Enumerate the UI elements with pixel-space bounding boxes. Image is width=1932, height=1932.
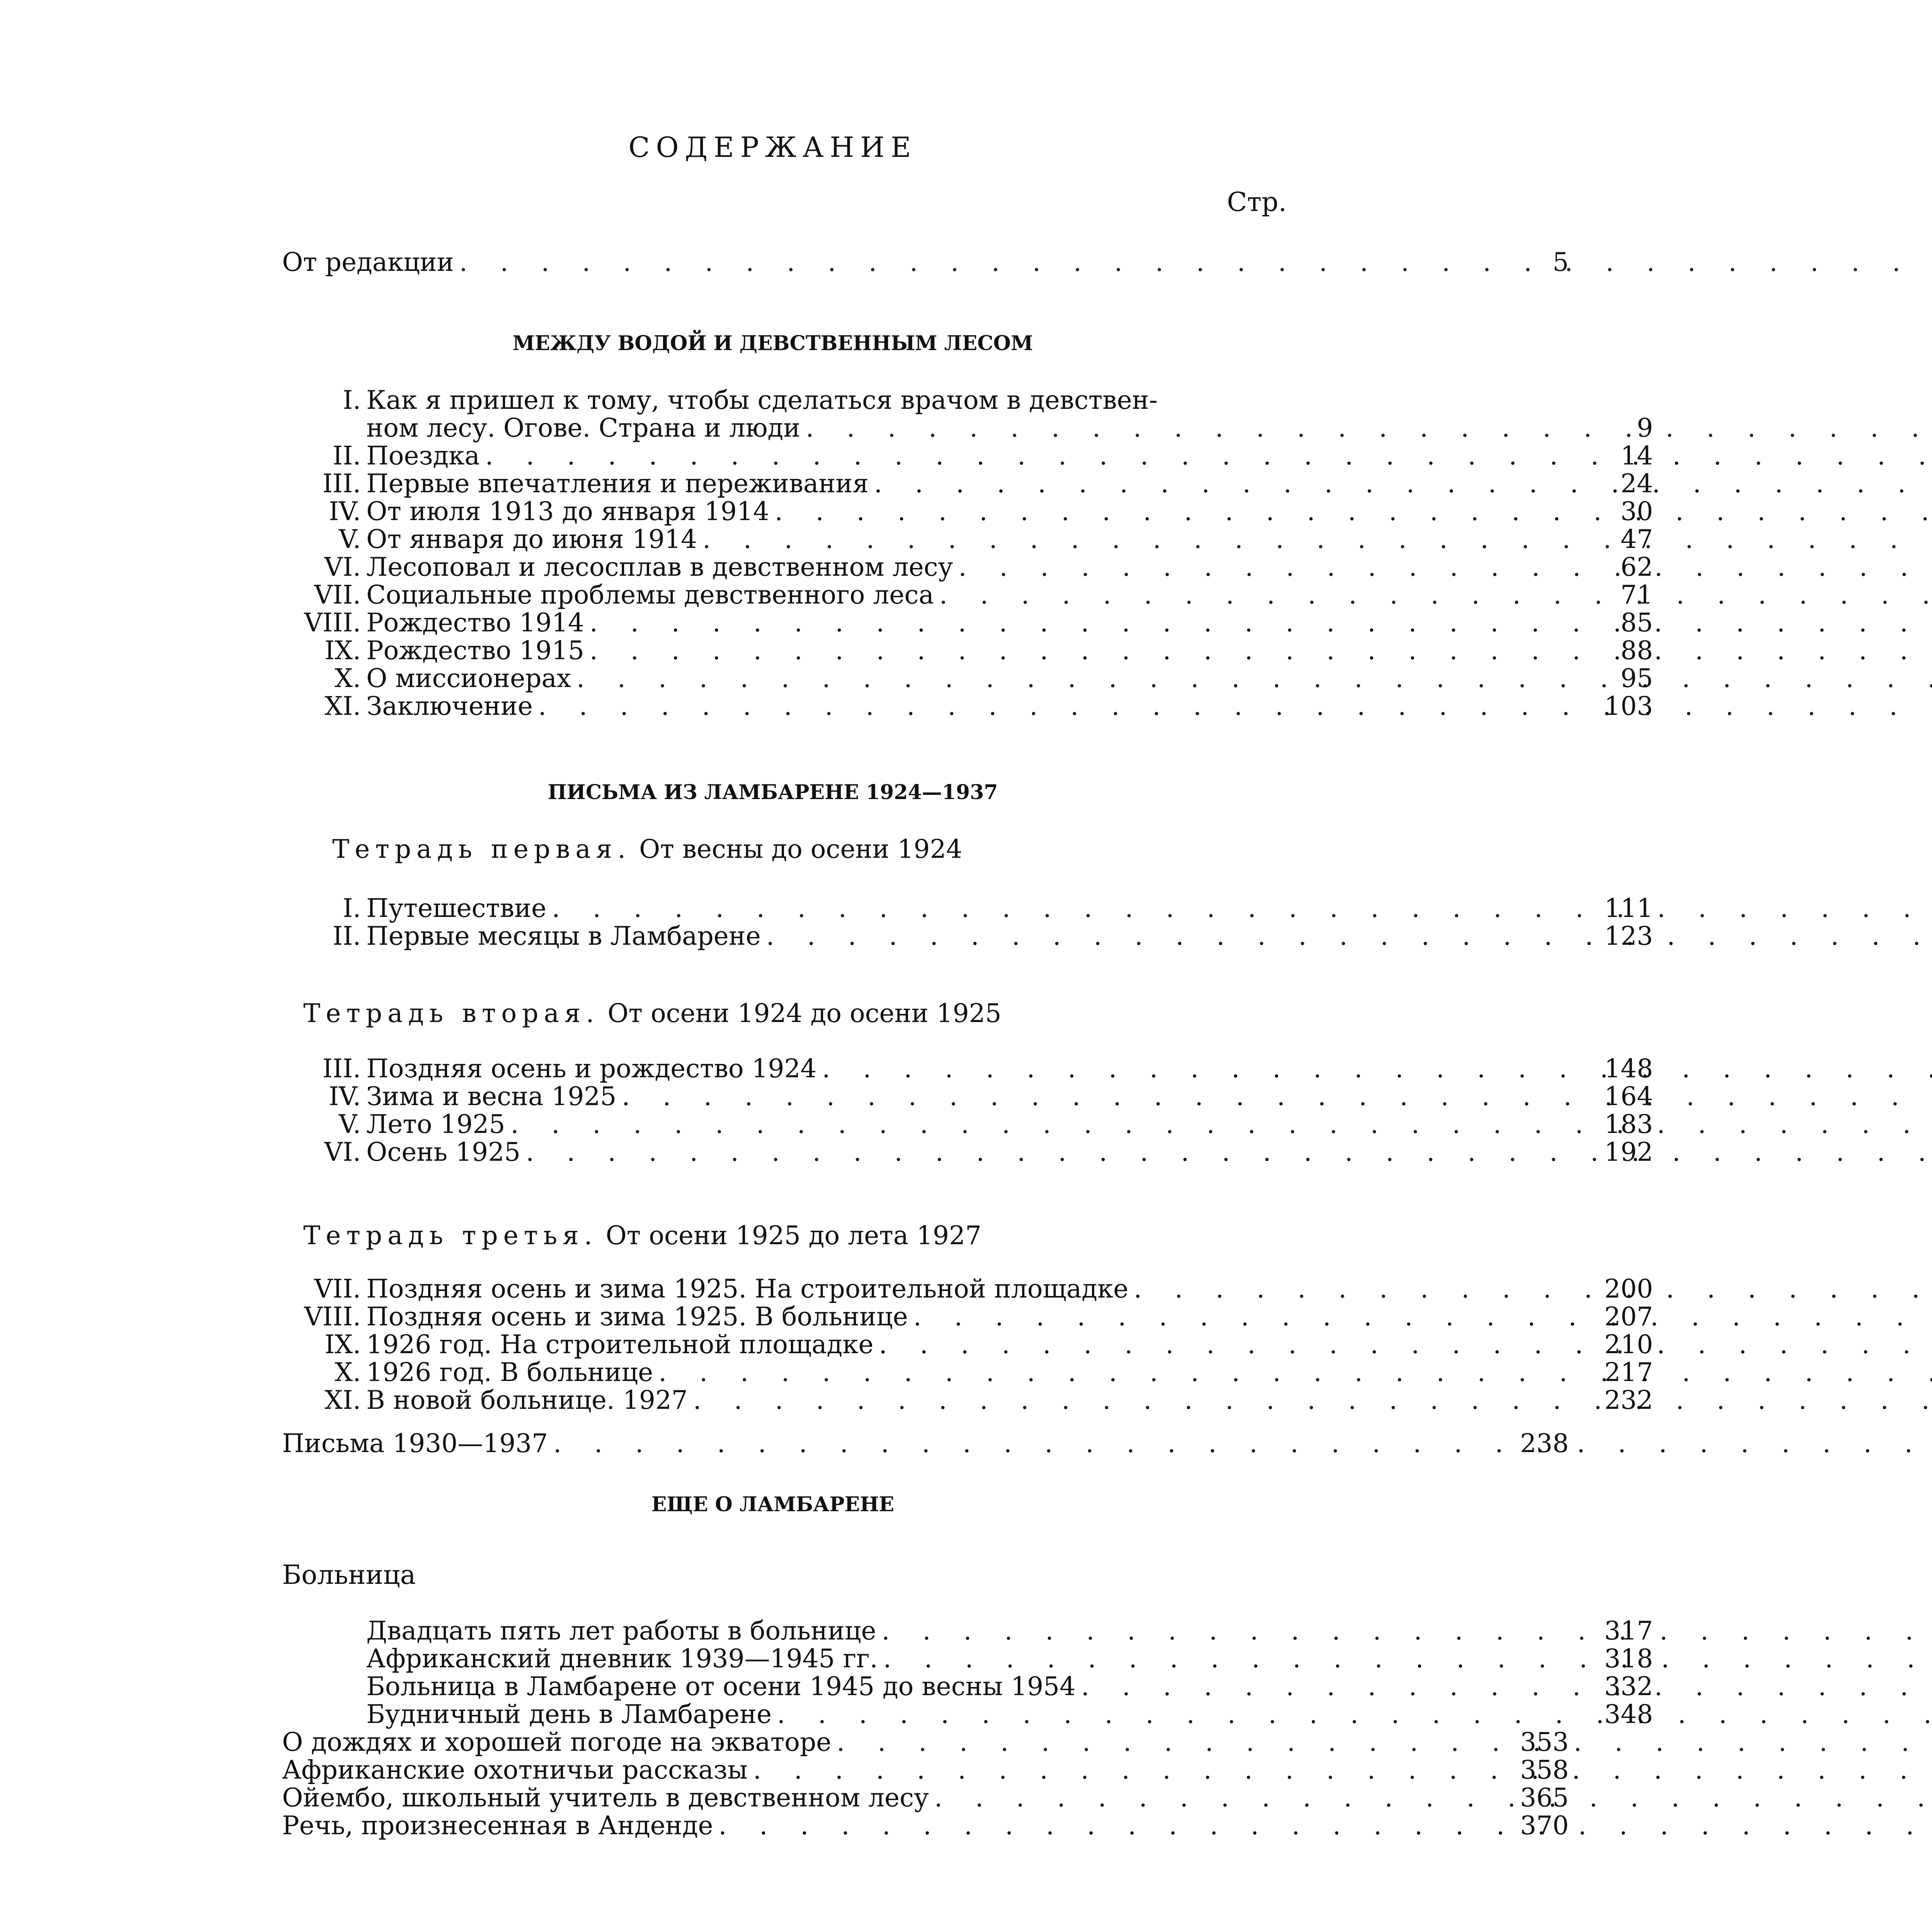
dot-leader xyxy=(831,1728,1932,1756)
entry-page: 24 xyxy=(1621,469,1653,498)
dot-leader xyxy=(953,553,1932,581)
group-heading-hospital: Больница xyxy=(282,1560,416,1590)
chapter-number: VI. xyxy=(324,1137,361,1167)
entry-page: 183 xyxy=(1604,1109,1653,1139)
notebook-period: От весны до осени 1924 xyxy=(639,834,963,864)
chapter-number: VII. xyxy=(314,1274,361,1304)
chapter-number: III. xyxy=(322,469,361,498)
toc-entry[interactable] xyxy=(282,1811,1569,1840)
chapter-number: I. xyxy=(342,893,361,923)
dot-leader xyxy=(571,665,1932,692)
entry-title: О миссионерах xyxy=(366,663,571,693)
entry-page: 238 xyxy=(1520,1429,1569,1458)
entry-page: 30 xyxy=(1621,497,1653,526)
dot-leader xyxy=(616,1083,1932,1111)
entry-page: 317 xyxy=(1604,1616,1653,1646)
entry-page: 210 xyxy=(1604,1330,1653,1359)
dot-leader xyxy=(929,1784,1932,1812)
dot-leader xyxy=(713,1812,1932,1840)
notebook-label: Тетрадь вторая. xyxy=(303,998,600,1028)
toc-entry-letters[interactable] xyxy=(282,1429,1569,1458)
toc-entry[interactable] xyxy=(324,691,1653,721)
entry-title: От января до июня 1914 xyxy=(366,524,697,554)
toc-entry[interactable] xyxy=(338,1109,1653,1139)
dot-leader xyxy=(533,692,1932,720)
chapter-number: IV. xyxy=(328,497,361,526)
entry-page: 192 xyxy=(1604,1137,1653,1167)
chapter-number: X. xyxy=(335,663,361,693)
entry-title: Африканский дневник 1939—1945 гг. xyxy=(366,1644,878,1673)
chapter-number: VII. xyxy=(314,580,361,610)
entry-title: В новой больнице. 1927 xyxy=(366,1385,688,1415)
dot-leader xyxy=(878,1645,1932,1673)
entry-title: Социальные проблемы девственного леса xyxy=(366,580,934,610)
dot-leader xyxy=(697,526,1932,553)
dot-leader xyxy=(480,442,1932,470)
entry-title: Зима и весна 1925 xyxy=(366,1082,617,1111)
notebook-heading-second xyxy=(303,998,1002,1028)
entry-title: 1926 год. На строительной площадке xyxy=(366,1330,874,1359)
entry-title: Ойембо, школьный учитель в девственном лесу xyxy=(282,1783,929,1813)
chapter-number: XI. xyxy=(324,691,361,721)
dot-leader xyxy=(869,470,1932,498)
toc-entry[interactable] xyxy=(328,497,1653,526)
chapter-number: VIII. xyxy=(304,608,361,638)
toc-entry[interactable] xyxy=(304,1302,1653,1332)
entry-title: О дождях и хорошей погоде на экваторе xyxy=(282,1727,832,1757)
toc-entry[interactable] xyxy=(342,893,1653,923)
toc-entry[interactable] xyxy=(332,921,1653,951)
entry-title: Путешествие xyxy=(366,893,547,923)
entry-page: 123 xyxy=(1604,921,1653,951)
toc-entry-continuation[interactable] xyxy=(366,413,1653,443)
entry-title: Африканские охотничьи рассказы xyxy=(282,1755,748,1785)
toc-entry[interactable] xyxy=(314,1274,1653,1304)
toc-entry[interactable] xyxy=(324,636,1653,665)
dot-leader xyxy=(548,1430,1932,1458)
chapter-number: II. xyxy=(332,921,361,951)
dot-leader xyxy=(934,581,1932,609)
entry-title: От редакции xyxy=(282,247,454,277)
entry-title-continued: ном лесу. Огове. Страна и люди xyxy=(366,413,801,443)
toc-entry[interactable] xyxy=(366,1699,1653,1729)
entry-page: 332 xyxy=(1604,1672,1653,1701)
entry-page: 62 xyxy=(1621,552,1653,582)
dot-leader xyxy=(769,498,1932,526)
notebook-label: Тетрадь третья. xyxy=(303,1221,598,1250)
notebook-heading-third xyxy=(303,1223,981,1248)
entry-title: Лето 1925 xyxy=(366,1109,505,1139)
dot-leader xyxy=(584,609,1932,637)
toc-entry[interactable] xyxy=(366,1616,1653,1646)
toc-entry[interactable] xyxy=(282,1783,1569,1813)
notebook-heading-first xyxy=(332,834,963,864)
entry-page: 95 xyxy=(1621,663,1653,693)
notebook-period: От осени 1925 до лета 1927 xyxy=(605,1221,982,1250)
dot-leader xyxy=(876,1617,1932,1645)
page-column-label: Стр. xyxy=(1227,187,1287,218)
entry-title: Больница в Ламбарене от осени 1945 до весны 1954 xyxy=(366,1672,1076,1701)
dot-leader xyxy=(454,248,1932,276)
toc-entry-intro[interactable] xyxy=(282,247,1569,277)
toc-entry[interactable] xyxy=(322,1054,1653,1083)
chapter-number: XI. xyxy=(324,1385,361,1415)
entry-page: 370 xyxy=(1520,1811,1569,1840)
entry-title: Первые впечатления и переживания xyxy=(366,469,869,498)
entry-page: 207 xyxy=(1604,1302,1653,1332)
chapter-number: III. xyxy=(322,1054,361,1083)
page-title: СОДЕРЖАНИЕ xyxy=(628,131,917,163)
entry-title: Двадцать пять лет работы в больнице xyxy=(366,1616,876,1646)
chapter-number: IX. xyxy=(324,636,361,665)
entry-page: 85 xyxy=(1621,608,1653,638)
entry-title: Осень 1925 xyxy=(366,1137,520,1167)
notebook-label: Тетрадь первая. xyxy=(332,834,631,864)
dot-leader xyxy=(520,1138,1932,1166)
entry-page: 88 xyxy=(1621,636,1653,665)
entry-page: 47 xyxy=(1621,524,1653,554)
chapter-number: II. xyxy=(332,441,361,471)
entry-title: Лесоповал и лесосплав в девственном лесу xyxy=(366,552,953,582)
chapter-number: V. xyxy=(338,1109,361,1139)
chapter-number: VI. xyxy=(324,552,361,582)
dot-leader xyxy=(908,1303,1932,1331)
entry-page: 217 xyxy=(1604,1357,1653,1387)
entry-page: 348 xyxy=(1604,1699,1653,1729)
entry-title: Будничный день в Ламбарене xyxy=(366,1699,772,1729)
toc-entry[interactable] xyxy=(282,1727,1569,1757)
entry-page: 5 xyxy=(1553,247,1569,277)
dot-leader xyxy=(772,1701,1932,1728)
dot-leader xyxy=(688,1386,1932,1414)
toc-entry[interactable] xyxy=(335,1357,1653,1387)
entry-page: 365 xyxy=(1520,1783,1569,1813)
toc-entry[interactable] xyxy=(335,663,1653,693)
entry-title: Письма 1930—1937 xyxy=(282,1429,548,1458)
toc-entry[interactable] xyxy=(322,469,1653,498)
entry-page: 232 xyxy=(1604,1385,1653,1415)
entry-title: Поездка xyxy=(366,441,480,471)
dot-leader xyxy=(1076,1673,1932,1701)
dot-leader xyxy=(1128,1275,1932,1303)
chapter-number: VIII. xyxy=(304,1302,361,1332)
dot-leader xyxy=(800,414,1932,442)
dot-leader xyxy=(761,922,1932,950)
chapter-number: X. xyxy=(335,1357,361,1387)
entry-title: 1926 год. В больнице xyxy=(366,1357,653,1387)
chapter-number: I. xyxy=(342,385,361,415)
entry-title: Первые месяцы в Ламбарене xyxy=(366,921,761,951)
dot-leader xyxy=(584,637,1932,665)
dot-leader xyxy=(748,1756,1932,1784)
chapter-number: V. xyxy=(338,524,361,554)
chapter-number: IX. xyxy=(324,1330,361,1359)
toc-entry[interactable] xyxy=(332,441,1653,471)
toc-entry[interactable] xyxy=(324,1330,1653,1359)
chapter-number: IV. xyxy=(328,1082,361,1111)
entry-page: 111 xyxy=(1604,893,1653,923)
entry-title: Как я пришел к тому, чтобы сделаться врачом в девствен- xyxy=(366,385,1158,415)
entry-page: 103 xyxy=(1604,691,1653,721)
toc-entry[interactable] xyxy=(366,1644,1653,1673)
entry-page: 9 xyxy=(1637,413,1653,443)
dot-leader xyxy=(653,1359,1932,1386)
entry-page: 148 xyxy=(1604,1054,1653,1083)
section-heading-between-water-and-forest: МЕЖДУ ВОДОЙ И ДЕВСТВЕННЫМ ЛЕСОМ xyxy=(512,332,1033,355)
entry-title: Речь, произнесенная в Анденде xyxy=(282,1811,713,1840)
dot-leader xyxy=(505,1111,1932,1138)
entry-title: Заключение xyxy=(366,691,533,721)
toc-entry[interactable] xyxy=(324,552,1653,582)
notebook-period: От осени 1924 до осени 1925 xyxy=(607,998,1002,1028)
section-heading-more-about-lambarene: ЕЩЕ О ЛАМБАРЕНЕ xyxy=(651,1493,895,1516)
toc-entry[interactable] xyxy=(338,524,1653,554)
dot-leader xyxy=(546,895,1932,922)
toc-entry[interactable] xyxy=(304,608,1653,638)
entry-title: Поздняя осень и рождество 1924 xyxy=(366,1054,817,1083)
entry-page: 71 xyxy=(1621,580,1653,610)
entry-page: 164 xyxy=(1604,1082,1653,1111)
entry-page: 200 xyxy=(1604,1274,1653,1304)
entry-title: От июля 1913 до января 1914 xyxy=(366,497,769,526)
entry-title: Поздняя осень и зима 1925. В больнице xyxy=(366,1302,908,1332)
entry-page: 14 xyxy=(1621,441,1653,471)
entry-title: Рождество 1915 xyxy=(366,636,584,665)
entry-page: 353 xyxy=(1520,1727,1569,1757)
toc-entry[interactable] xyxy=(328,1082,1653,1111)
entry-title: Рождество 1914 xyxy=(366,608,584,638)
toc-entry[interactable] xyxy=(282,1755,1569,1785)
section-heading-letters-from-lambarene: ПИСЬМА ИЗ ЛАМБАРЕНЕ 1924—1937 xyxy=(548,781,998,804)
entry-page: 358 xyxy=(1520,1755,1569,1785)
entry-page: 318 xyxy=(1604,1644,1653,1673)
dot-leader xyxy=(874,1331,1932,1359)
toc-entry[interactable] xyxy=(342,385,1206,415)
toc-entry[interactable] xyxy=(366,1672,1653,1701)
toc-entry[interactable] xyxy=(324,1385,1653,1415)
dot-leader xyxy=(817,1055,1932,1083)
toc-entry[interactable] xyxy=(324,1137,1653,1167)
toc-entry[interactable] xyxy=(314,580,1653,610)
entry-title: Поздняя осень и зима 1925. На строительной площадке xyxy=(366,1274,1129,1304)
